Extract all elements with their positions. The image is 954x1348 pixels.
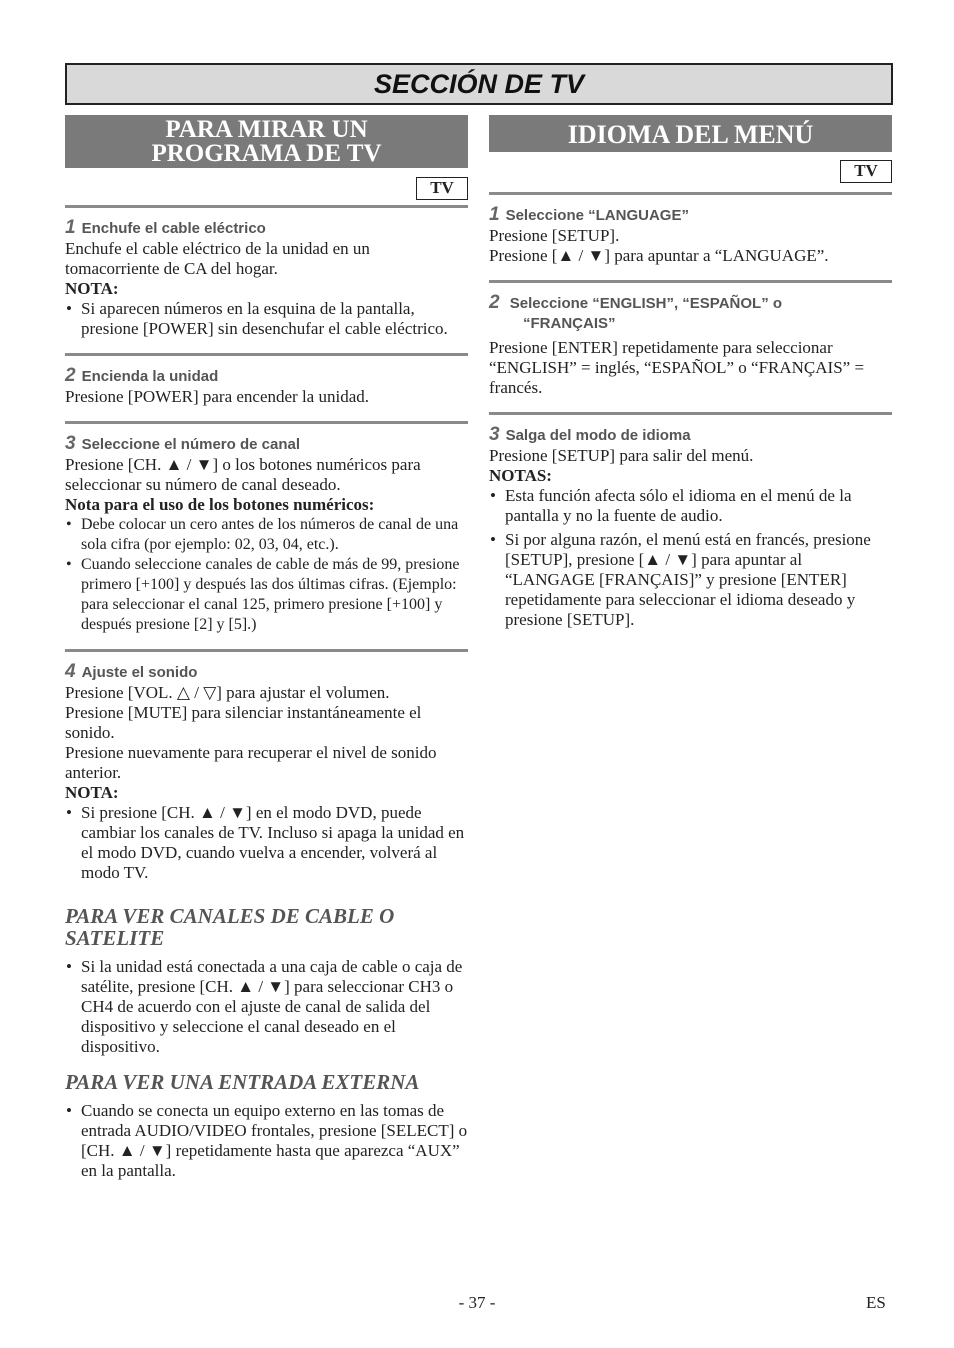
right-step-3: [489, 425, 892, 642]
divider: [65, 649, 468, 652]
left-column: [65, 115, 468, 1181]
note-list: [65, 299, 468, 339]
step-title: [489, 425, 892, 446]
note-item: • Cuando seleccione canales de cable de más de 99, presione primero [+100] y después las dos últimas cifras. (Ejemplo: para seleccionar el canal 125, primero presione [+100] y después presione [2] y [5].): [65, 555, 468, 635]
tv-badge: TV: [840, 160, 892, 183]
step-line: Presione [SETUP].: [489, 226, 620, 245]
step-line: Presione [▲ / ▼] para apuntar a “LANGUAGE”.: [489, 246, 829, 265]
left-badge-row: [65, 177, 468, 203]
note-item: • Si aparecen números en la esquina de la pantalla, presione [POWER] sin desenchufar el cable eléctrico.: [65, 299, 468, 339]
tv-badge: TV: [416, 177, 468, 200]
divider: [489, 412, 892, 415]
step-title-text: Encienda la unidad: [81, 368, 219, 385]
note-label: NOTA:: [65, 279, 119, 298]
step-body: Presione [ENTER] repetidamente para seleccionar “ENGLISH” = inglés, “ESPAÑOL” o “FRANÇAIS” = francés.: [489, 338, 865, 397]
note-item: • Esta función afecta sólo el idioma en el menú de la pantalla y no la fuente de audio.: [489, 486, 892, 526]
step-title: [65, 434, 468, 455]
step-title-text: Ajuste el sonido: [81, 664, 198, 681]
step-body: Presione [POWER] para encender la unidad.: [65, 387, 369, 406]
divider: [489, 280, 892, 283]
section-banner: [65, 63, 893, 105]
left-step-3: [65, 434, 468, 647]
external-list: [65, 1101, 468, 1181]
right-column: [489, 115, 892, 642]
note-label: NOTA:: [65, 783, 119, 802]
step-number: 1: [65, 217, 76, 238]
note-item: • Si por alguna razón, el menú está en francés, presione [SETUP], presione [▲ / ▼] para apuntar al “LANGAGE [FRANÇAIS]” y presione [ENTER] repetidamente para seleccionar el idioma deseado y presione [SETUP].: [489, 530, 892, 630]
cable-item: • Si la unidad está conectada a una caja de cable o caja de satélite, presione [CH. ▲ / ▼] para seleccionar CH3 o CH4 de acuerdo con el ajuste de canal de salida del dispositivo y seleccione el canal deseado en el dispositivo.: [65, 957, 468, 1057]
step-number: 1: [489, 204, 500, 225]
right-header: IDIOMA DEL MENÚ: [489, 115, 892, 152]
note-label: Nota para el uso de los botones numéricos:: [65, 495, 375, 514]
note-list: [65, 803, 468, 883]
step-line: Presione nuevamente para recuperar el nivel de sonido anterior.: [65, 743, 437, 782]
step-title-text: Seleccione el número de canal: [81, 436, 301, 453]
step-title-text: Seleccione “LANGUAGE”: [505, 207, 689, 224]
cable-list: [65, 957, 468, 1057]
step-number: 4: [65, 661, 76, 682]
divider: [65, 205, 468, 208]
note-label: NOTAS:: [489, 466, 552, 485]
external-subheading: PARA VER UNA ENTRADA EXTERNA: [65, 1070, 420, 1094]
external-item: • Cuando se conecta un equipo externo en las tomas de entrada AUDIO/VIDEO frontales, presione [SELECT] o [CH. ▲ / ▼] repetidamente hasta que aparezca “AUX” en la pantalla.: [65, 1101, 468, 1181]
right-badge-row: [489, 160, 892, 186]
cable-subheading: PARA VER CANALES DE CABLE O SATELITE: [65, 904, 395, 950]
divider: [489, 192, 892, 195]
section-title: SECCIÓN DE TV: [373, 68, 585, 99]
left-step-1: [65, 218, 468, 351]
step-title: [65, 366, 468, 387]
step-number: 2: [489, 292, 500, 313]
page-number: - 37 -: [458, 1293, 496, 1312]
left-header-line1: PARA MIRAR UN: [165, 116, 368, 143]
step-number: 3: [489, 424, 500, 445]
step-body: Presione [CH. ▲ / ▼] o los botones numéricos para seleccionar su número de canal deseado.: [65, 455, 421, 494]
step-body: Enchufe el cable eléctrico de la unidad en un tomacorriente de CA del hogar.: [65, 239, 370, 278]
step-line: Presione [VOL. △ / ▽] para ajustar el volumen.: [65, 683, 390, 702]
language-code: ES: [866, 1293, 886, 1312]
step-number: 3: [65, 433, 76, 454]
divider: [65, 353, 468, 356]
left-step-4: [65, 662, 468, 895]
step-title-text: Salga del modo de idioma: [505, 427, 691, 444]
note-item: • Si presione [CH. ▲ / ▼] en el modo DVD, puede cambiar los canales de TV. Incluso si apaga la unidad en el modo DVD, cuando vuelva a encender, volverá al modo TV.: [65, 803, 468, 883]
step-title: [65, 662, 468, 683]
step-title: [65, 218, 468, 239]
divider: [65, 421, 468, 424]
step-title: [489, 205, 892, 226]
note-item: • Debe colocar un cero antes de los números de canal de una sola cifra (por ejemplo: 02, 03, 04, etc.).: [65, 515, 468, 555]
step-line: Presione [MUTE] para silenciar instantáneamente el sonido.: [65, 703, 422, 742]
left-header-line2: PROGRAMA DE TV: [151, 140, 382, 167]
step-title-text: Seleccione “ENGLISH”, “ESPAÑOL” o: [509, 295, 783, 312]
note-list: [65, 515, 468, 635]
step-number: 2: [65, 365, 76, 386]
step-title-text: Enchufe el cable eléctrico: [81, 220, 266, 237]
right-step-2: [489, 293, 892, 410]
right-step-1: [489, 205, 892, 278]
left-step-2: [65, 366, 468, 419]
left-header: [65, 115, 468, 168]
step-body: Presione [SETUP] para salir del menú.: [489, 446, 754, 465]
step-title: [489, 293, 892, 334]
step-title-text: “FRANÇAIS”: [523, 315, 616, 332]
note-list: [489, 486, 892, 630]
